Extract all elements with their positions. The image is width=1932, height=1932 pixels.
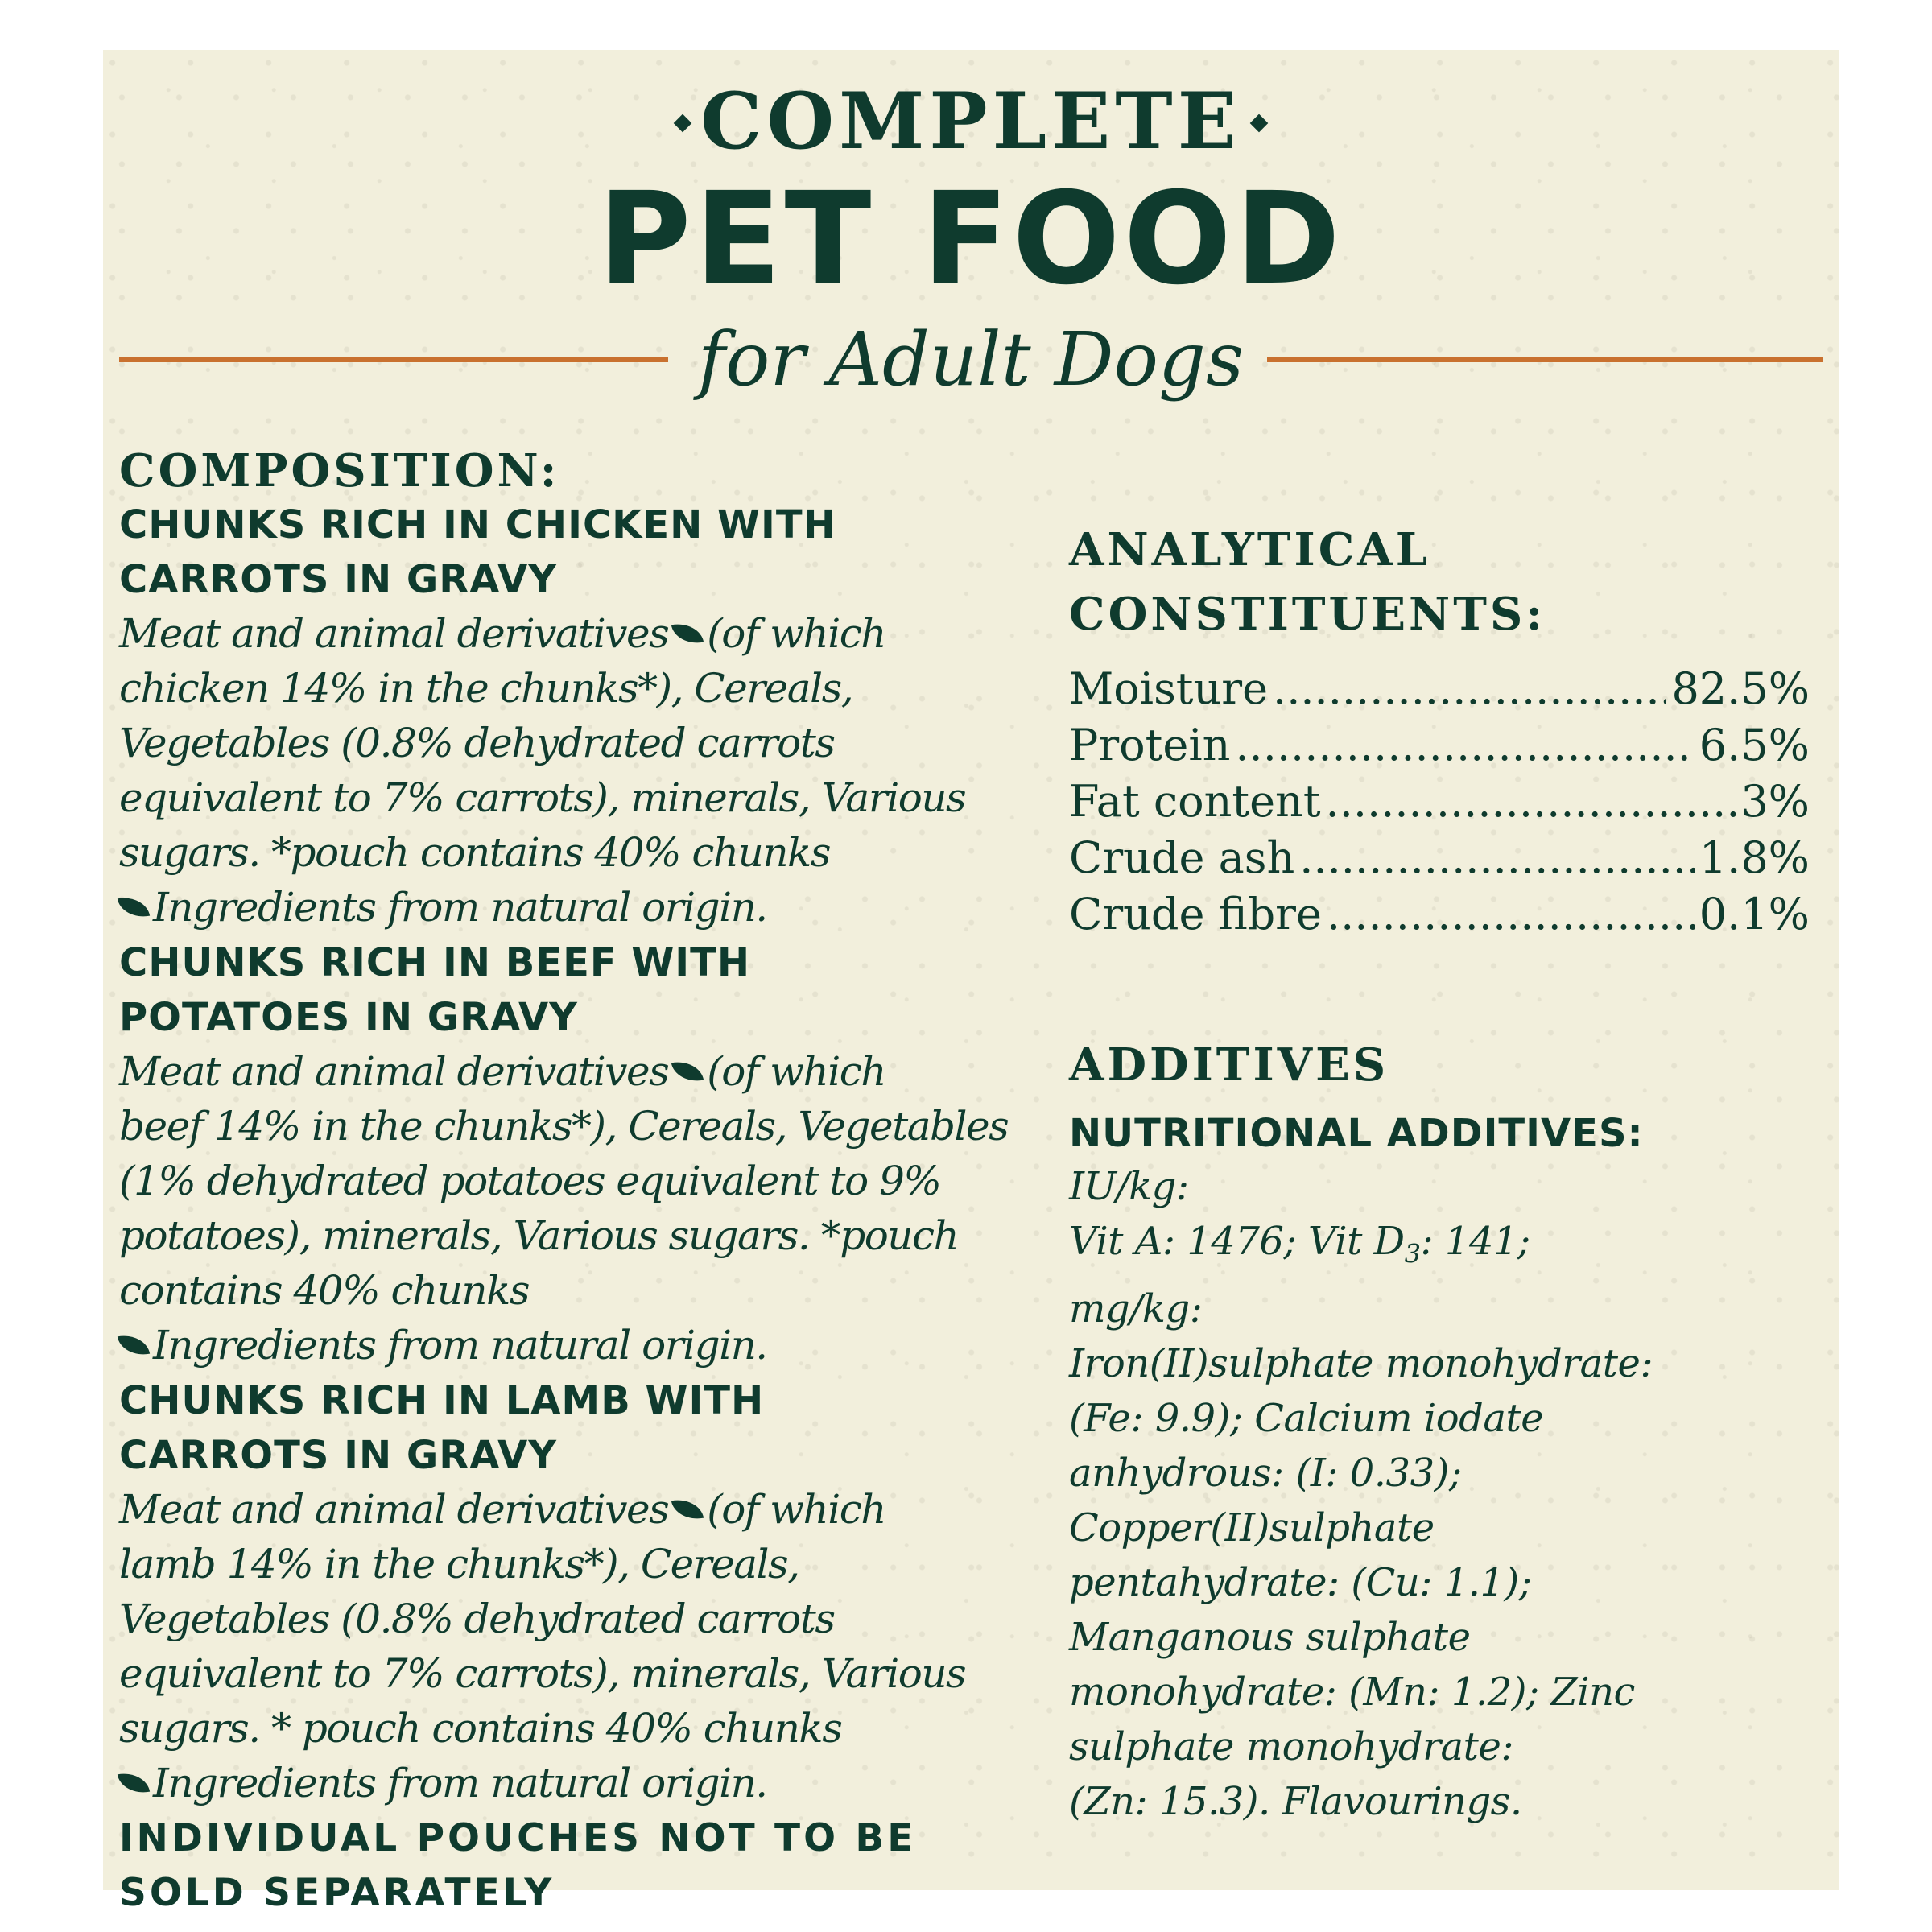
divider-right (1267, 357, 1823, 362)
lamb-natural (114, 1757, 767, 1811)
leaf-icon (671, 620, 704, 647)
nutritional-additives-heading: NUTRITIONAL ADDITIVES: (1069, 1111, 1644, 1156)
notice-line-2: SOLD SEPARATELY (119, 1871, 555, 1915)
composition-heading: COMPOSITION: (119, 444, 560, 497)
additive-line-3: anhydrous: (I: 0.33); (1069, 1451, 1462, 1496)
constituent-label: Moisture (1069, 663, 1269, 714)
mg-label: mg/kg: (1069, 1286, 1203, 1331)
chicken-line-1 (119, 607, 886, 662)
constituent-value: 0.1% (1699, 889, 1810, 939)
lamb-line-1b: (of which (707, 1486, 886, 1533)
lamb-line-2: lamb 14% in the chunks*), Cereals, (119, 1541, 799, 1587)
constituent-value: 3% (1740, 776, 1810, 827)
beef-title-2: POTATOES IN GRAVY (119, 995, 578, 1040)
dot-leader (1299, 831, 1695, 886)
beef-line-1a: Meat and animal derivatives (119, 1048, 669, 1095)
dot-leader (1273, 662, 1666, 716)
chicken-natural (114, 881, 767, 935)
lamb-line-5: sugars. * pouch contains 40% chunks (119, 1705, 842, 1752)
lamb-natural-text: Ingredients from natural origin. (153, 1760, 767, 1806)
constituent-value: 6.5% (1699, 720, 1810, 770)
additive-line-5: pentahydrate: (Cu: 1.1); (1069, 1560, 1532, 1605)
additives-heading: ADDITIVES (1069, 1038, 1389, 1092)
chicken-line-5: sugars. *pouch contains 40% chunks (119, 829, 830, 876)
leaf-icon (118, 894, 150, 921)
beef-line-2: beef 14% in the chunks*), Cereals, Vegetables (119, 1103, 1009, 1150)
title-pet-food: PET FOOD (597, 165, 1344, 313)
diamond-icon (1250, 114, 1269, 133)
chicken-line-1a: Meat and animal derivatives (119, 610, 669, 657)
lamb-line-4: equivalent to 7% carrots), minerals, Various (119, 1650, 966, 1697)
vitamins-text: Vit A: 1476; Vit D (1069, 1219, 1405, 1264)
lamb-title-1: CHUNKS RICH IN LAMB WITH (119, 1378, 765, 1423)
analytical-heading-1: ANALYTICAL (1069, 523, 1431, 576)
chicken-title-2: CARROTS IN GRAVY (119, 557, 558, 602)
constituent-label: Crude fibre (1069, 889, 1322, 939)
additive-line-8: sulphate monohydrate: (1069, 1724, 1514, 1769)
additive-line-4: Copper(II)sulphate (1069, 1505, 1435, 1550)
leaf-icon (118, 1769, 150, 1797)
beef-natural-text: Ingredients from natural origin. (153, 1322, 767, 1368)
beef-line-4: potatoes), minerals, Various sugars. *pouch (119, 1212, 959, 1259)
vitamin-d-value: : 141; (1420, 1219, 1530, 1264)
constituent-row-ash (1069, 831, 1810, 886)
lamb-line-1a: Meat and animal derivatives (119, 1486, 669, 1533)
divider-left (119, 357, 668, 362)
additive-line-7: monohydrate: (Mn: 1.2); Zinc (1069, 1670, 1635, 1715)
constituent-label: Protein (1069, 720, 1231, 770)
lamb-title-2: CARROTS IN GRAVY (119, 1433, 558, 1478)
additive-line-1: Iron(II)sulphate monohydrate: (1069, 1341, 1653, 1386)
constituent-row-fat (1069, 774, 1810, 829)
beef-title-1: CHUNKS RICH IN BEEF WITH (119, 940, 751, 985)
title-complete-text: COMPLETE (700, 76, 1241, 167)
notice-line-1: INDIVIDUAL POUCHES NOT TO BE (119, 1816, 917, 1860)
leaf-icon (118, 1331, 150, 1359)
title-complete (103, 77, 1839, 166)
dot-leader (1326, 774, 1736, 829)
constituent-row-protein (1069, 718, 1810, 773)
beef-line-1 (119, 1045, 886, 1100)
constituent-row-moisture (1069, 662, 1810, 716)
additive-line-6: Manganous sulphate (1069, 1615, 1471, 1660)
beef-natural (114, 1319, 767, 1373)
constituent-label: Crude ash (1069, 832, 1295, 883)
chicken-line-2: chicken 14% in the chunks*), Cereals, (119, 665, 853, 712)
chicken-line-4: equivalent to 7% carrots), minerals, Various (119, 774, 966, 821)
lamb-line-1 (119, 1483, 886, 1538)
dot-leader (1235, 718, 1694, 773)
vitamins-line (1069, 1214, 1530, 1282)
constituent-row-fibre (1069, 887, 1810, 942)
beef-line-3: (1% dehydrated potatoes equivalent to 9% (119, 1158, 941, 1204)
chicken-line-3: Vegetables (0.8% dehydrated carrots (119, 720, 835, 766)
chicken-title-1: CHUNKS RICH IN CHICKEN WITH (119, 502, 836, 547)
vitamin-d-subscript: 3 (1404, 1238, 1421, 1269)
beef-line-1b: (of which (707, 1048, 886, 1095)
analytical-heading-2: CONSTITUENTS: (1069, 588, 1546, 641)
additive-line-2: (Fe: 9.9); Calcium iodate (1069, 1396, 1544, 1441)
leaf-icon (671, 1058, 704, 1085)
chicken-line-1b: (of which (707, 610, 886, 657)
label-panel (103, 50, 1839, 1915)
subtitle: for Adult Dogs (697, 316, 1245, 402)
chicken-natural-text: Ingredients from natural origin. (153, 884, 767, 931)
constituent-value: 1.8% (1699, 832, 1810, 883)
beef-line-5: contains 40% chunks (119, 1267, 530, 1314)
leaf-icon (671, 1496, 704, 1523)
diamond-icon (674, 114, 692, 133)
lamb-line-3: Vegetables (0.8% dehydrated carrots (119, 1596, 835, 1642)
dot-leader (1327, 887, 1695, 942)
iu-label: IU/kg: (1069, 1164, 1189, 1209)
additive-line-9: (Zn: 15.3). Flavourings. (1069, 1779, 1522, 1824)
constituent-label: Fat content (1069, 776, 1321, 827)
constituent-value: 82.5% (1671, 663, 1810, 714)
